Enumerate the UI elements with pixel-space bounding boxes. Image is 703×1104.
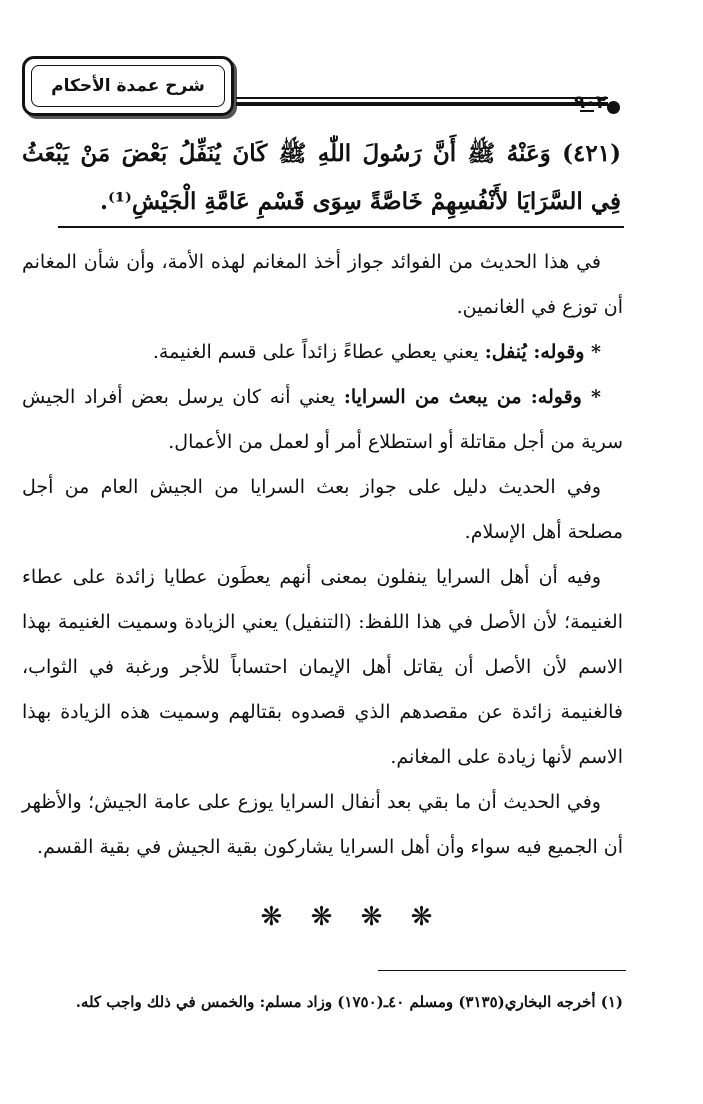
paragraph: [22, 780, 623, 870]
page-number-underline: [580, 110, 594, 112]
book-title: شرح عمدة الأحكام: [31, 65, 225, 107]
section-separator: ❋ ❋ ❋ ❋: [260, 902, 443, 932]
commentary: [22, 240, 623, 870]
page-number: ٩٠٢: [574, 92, 607, 113]
paragraph-text: وفي الحديث دليل على جواز بعث السرايا من الجيش العام من أجل مصلحة أهل الإسلام.: [22, 476, 623, 543]
paragraph-lead: * وقوله: يُنفل:: [484, 341, 601, 363]
paragraph-text: وفي الحديث أن ما بقي بعد أنفال السرايا يوزع على عامة الجيش؛ والأظهر أن الجميع فيه سواء وأن أهل السرايا يشاركون بقية الجيش في بقية القسم.: [22, 791, 623, 858]
paragraph-lead: * وقوله: من يبعث من السرايا:: [343, 386, 601, 408]
header-rule: [236, 94, 608, 108]
paragraph: [22, 330, 623, 375]
paragraph-text: يعني يعطي عطاءً زائداً على قسم الغنيمة.: [152, 341, 485, 363]
header-rule-thick: [236, 102, 608, 106]
book-title-frame: [22, 56, 234, 116]
hadith-text: (٤٢١) وَعَنْهُ ﷺ أَنَّ رَسُولَ اللّٰهِ ﷺ كَانَ يُنَفِّلُ بَعْضَ مَنْ يَبْعَثُ فِي السَّرَايَا لأَنْفُسِهِمْ خَاصَّةً سِوَى قَسْمِ عَامَّةِ الْجَيْشِ⁽¹⁾.: [22, 140, 621, 215]
paragraph-text: يعني أنه كان يرسل بعض أفراد الجيش سرية من أجل مقاتلة أو استطلاع أمر أو لعمل من الأعمال.: [22, 386, 623, 453]
hadith-block: [22, 130, 621, 226]
footnote: (١) أخرجه البخاري(٣١٣٥) ومسلم ٤٠ـ(١٧٥٠) وزاد مسلم: والخمس في ذلك واجب كله.: [75, 993, 623, 1011]
header-rule-thin: [236, 97, 608, 99]
paragraph: [22, 240, 623, 330]
paragraph-text: وفيه أن أهل السرايا ينفلون بمعنى أنهم يعطَون عطايا زائدة على عطاء الغنيمة؛ لأن الأصل في هذا اللفظ: (التنفيل) يعني الزيادة وسميت الغنيمة بهذا الاسم لأن الأصل أن يقاتل أهل الإيمان احتساباً للأجر ورغبة في الثواب، فالغنيمة زائدة عن مقصدهم الذي قصدوه بقتالهم وسميت هذه الزيادة بهذا الاسم لأنها زيادة على المغانم.: [22, 566, 623, 768]
paragraph: [22, 375, 623, 465]
paragraph: [22, 465, 623, 555]
footnote-rule: [378, 970, 626, 971]
paragraph-text: في هذا الحديث من الفوائد جواز أخذ المغانم لهذه الأمة، وأن شأن المغانم أن توزع في الغانمين.: [22, 251, 623, 318]
header-dot-ornament: [607, 101, 620, 114]
hadith-divider: [58, 226, 624, 228]
paragraph: [22, 555, 623, 780]
